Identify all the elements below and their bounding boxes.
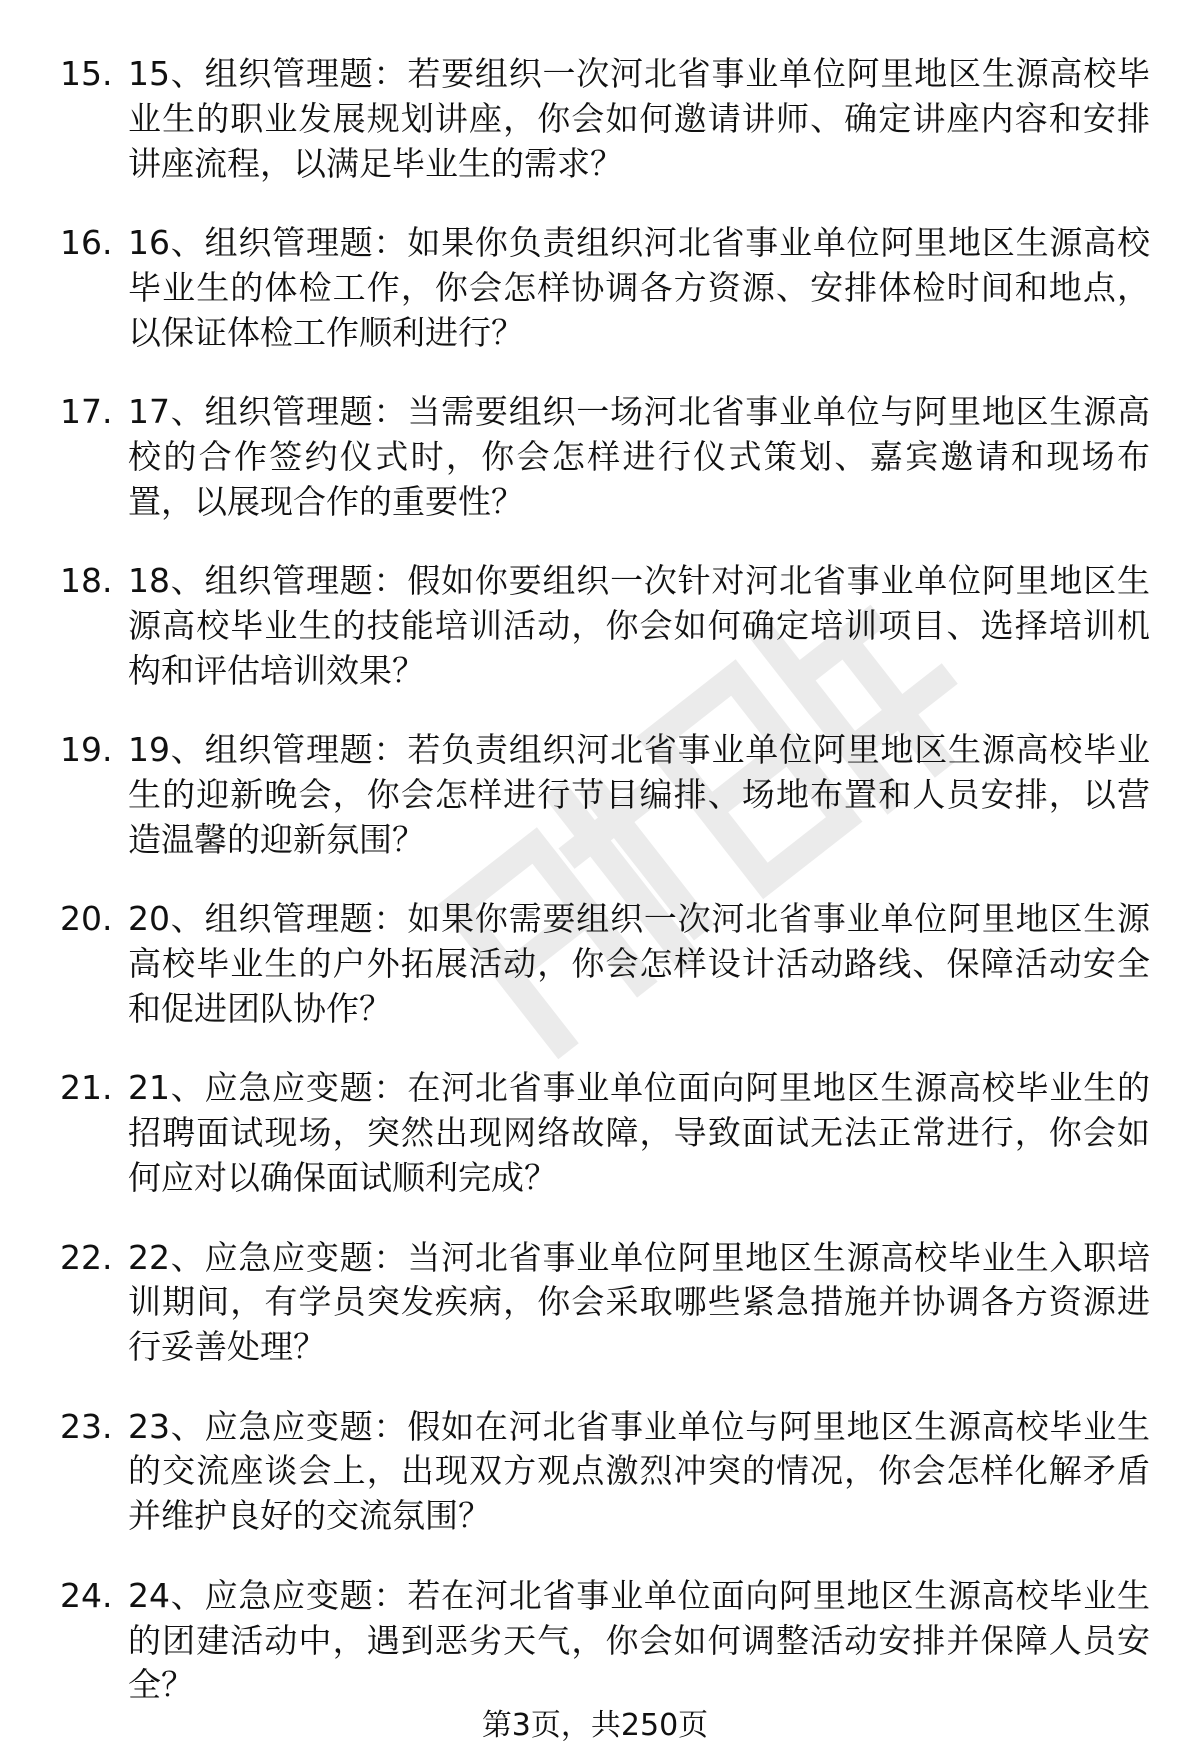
list-item (60, 1405, 1150, 1539)
list-number: 24. (60, 1575, 113, 1615)
page-footer (0, 1706, 1190, 1746)
list-item (60, 52, 1150, 186)
question-text: 17、组织管理题：当需要组织一场河北省事业单位与阿里地区生源高校的合作签约仪式时，你会怎样进行仪式策划、嘉宾邀请和现场布置，以展现合作的重要性？ (128, 392, 1150, 521)
list-number: 15. (60, 54, 113, 93)
list-item (60, 728, 1150, 862)
list-number: 22. (60, 1237, 113, 1277)
question-text: 15、组织管理题：若要组织一次河北省事业单位阿里地区生源高校毕业生的职业发展规划讲座，你会如何邀请讲师、确定讲座内容和安排讲座流程，以满足毕业生的需求？ (128, 54, 1150, 183)
list-number: 19. (60, 730, 113, 770)
list-item (60, 221, 1150, 355)
question-text: 22、应急应变题：当河北省事业单位阿里地区生源高校毕业生入职培训期间，有学员突发疾病，你会采取哪些紧急措施并协调各方资源进行妥善处理？ (128, 1237, 1150, 1367)
question-text: 23、应急应变题：假如在河北省事业单位与阿里地区生源高校毕业生的交流座谈会上，出现双方观点激烈冲突的情况，你会怎样化解矛盾并维护良好的交流氛围？ (128, 1406, 1150, 1536)
list-item (60, 1574, 1150, 1708)
question-text: 16、组织管理题：如果你负责组织河北省事业单位阿里地区生源高校毕业生的体检工作，你会怎样协调各方资源、安排体检时间和地点，以保证体检工作顺利进行？ (128, 223, 1150, 352)
list-number: 17. (60, 392, 113, 432)
list-number: 16. (60, 223, 113, 263)
page-indicator: 第3页，共250页 (481, 1708, 709, 1743)
list-item (60, 1236, 1150, 1370)
question-text: 18、组织管理题：假如你要组织一次针对河北省事业单位阿里地区生源高校毕业生的技能培训活动，你会如何确定培训项目、选择培训机构和评估培训效果？ (128, 561, 1150, 690)
question-text: 21、应急应变题：在河北省事业单位面向阿里地区生源高校毕业生的招聘面试现场，突然出现网络故障，导致面试无法正常进行，你会如何应对以确保面试顺利完成？ (128, 1068, 1150, 1198)
list-item (60, 559, 1150, 693)
question-text: 19、组织管理题：若负责组织河北省事业单位阿里地区生源高校毕业生的迎新晚会，你会怎样进行节目编排、场地布置和人员安排，以营造温馨的迎新氛围？ (128, 730, 1150, 859)
question-text: 20、组织管理题：如果你需要组织一次河北省事业单位阿里地区生源高校毕业生的户外拓展活动，你会怎样设计活动路线、保障活动安全和促进团队协作？ (128, 899, 1150, 1028)
list-number: 23. (60, 1406, 113, 1446)
list-number: 21. (60, 1068, 113, 1108)
question-list (60, 52, 1150, 1743)
list-item (60, 1066, 1150, 1200)
question-text: 24、应急应变题：若在河北省事业单位面向阿里地区生源高校毕业生的团建活动中，遇到恶劣天气，你会如何调整活动安排并保障人员安全？ (128, 1575, 1150, 1705)
list-number: 18. (60, 561, 113, 601)
list-number: 20. (60, 899, 113, 939)
list-item (60, 897, 1150, 1031)
list-item (60, 390, 1150, 524)
